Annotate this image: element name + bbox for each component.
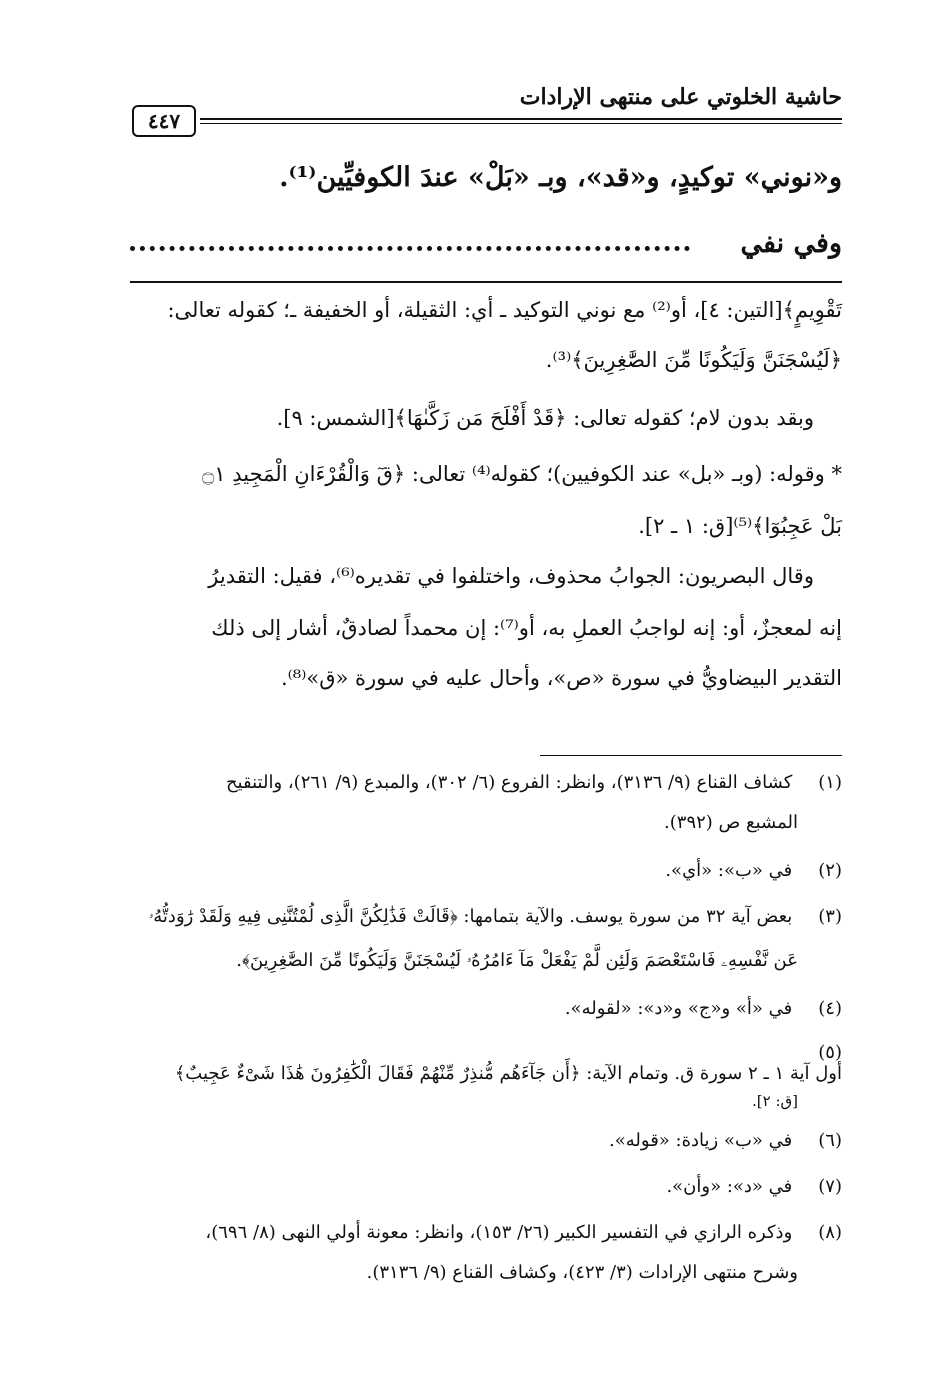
footnote-number: (٣) <box>818 906 842 927</box>
commentary-line: وبقد بدون لام؛ كقوله تعالى: ﴿قَدْ أَفْلَحَ مَن زَكَّىٰهَا﴾[الشمس: ٩]. <box>276 406 814 430</box>
footnote-number: (٢) <box>818 860 842 881</box>
footnote-number: (٦) <box>818 1130 842 1151</box>
footnote-number: (٤) <box>818 998 842 1019</box>
footnote <box>130 1042 842 1110</box>
footnote-text: [ق: ٢]. <box>752 1092 798 1110</box>
commentary <box>130 0 842 760</box>
footnote-separator <box>540 755 842 756</box>
commentary-line: إنه لمعجزٌ، أو: إنه لواجبُ العملِ به، أو⁽⁷⁾: إن محمداً لصادقٌ، أشار إلى ذلك <box>211 616 842 640</box>
footnote <box>130 906 842 971</box>
footnote-text: المشبع ص (٣٩٢). <box>664 812 798 833</box>
footnote-text: بعض آية ٣٢ من سورة يوسف. والآية بتمامها: ﴿قَالَتْ فَذَٰلِكُنَّ الَّذِى لُمْتُنَّنِى فِيهِ وَلَقَدْ رَٰوَدتُّهُۥ <box>148 906 793 927</box>
footnote <box>130 1176 842 1197</box>
footnote-text: في «ب» زيادة: «قوله». <box>609 1130 793 1151</box>
footnote <box>130 1130 842 1151</box>
footnote <box>130 860 842 881</box>
footnote-text: في «د»: «وأن». <box>666 1176 793 1197</box>
commentary-line: * وقوله: (وبـ «بل» عند الكوفيين)؛ كقوله⁽⁴⁾ تعالى: ﴿قٓ وَالْقُرْءَانِ الْمَجِيدِ ۝١ <box>201 462 842 486</box>
footnote-text: كشاف القناع (٩/ ٣١٣٦)، وانظر: الفروع (٦/ ٣٠٢)، والمبدع (٩/ ٢٦١)، والتنقيح <box>225 772 793 793</box>
footnote-text: وشرح منتهى الإرادات (٣/ ٤٢٣)، وكشاف القناع (٩/ ٣١٣٦). <box>366 1262 798 1283</box>
footnote-text: في «ب»: «أي». <box>665 860 793 881</box>
commentary-line: بَلْ عَجِبُوٓا﴾⁽⁵⁾[ق: ١ ـ ٢]. <box>638 514 842 538</box>
matn-line: وفي نفي <box>740 228 842 259</box>
page-number: ٤٤٧ <box>132 105 196 137</box>
footnote-number: (٥) <box>818 1042 842 1063</box>
commentary-line: ﴿لَيُسْجَنَنَّ وَلَيَكُونًا مِّنَ الصَّٰغِرِينَ﴾⁽³⁾. <box>545 348 842 372</box>
footnote-text: في «أ» و«ج» و«د»: «لقوله». <box>564 998 793 1019</box>
footnote-number: (٧) <box>818 1176 842 1197</box>
footnote-number: (٨) <box>818 1222 842 1243</box>
commentary-line: وقال البصريون: الجوابُ محذوف، واختلفوا في تقديره⁽⁶⁾، فقيل: التقديرُ <box>208 564 814 588</box>
footnote-text: وذكره الرازي في التفسير الكبير (٢٦/ ١٥٣)، وانظر: معونة أولي النهى (٨/ ٦٩٦)، <box>205 1222 793 1243</box>
commentary-line: تَقْوِيمٍ﴾[التين: ٤]، أو⁽²⁾ مع نوني التوكيد ـ أي: الثقيلة، أو الخفيفة ـ؛ كقوله تعالى: <box>167 298 842 322</box>
matn-line: و«نوني» توكيدٍ، و«قد»، وبـ «بَلْ» عندَ الكوفيِّين⁽¹⁾. <box>279 162 842 193</box>
footnote-text: أول آية ١ ـ ٢ سورة ق. وتمام الآية: ﴿أَن جَآءَهُم مُّنذِرٌ مِّنْهُمْ فَقَالَ الْكَٰفِرُونَ هَٰذَا شَىْءٌ عَجِيبٌ﴾ <box>174 1063 842 1084</box>
commentary-line: التقدير البيضاويُّ في سورة «ص»، وأحال عليه في سورة «ق»⁽⁸⁾. <box>280 666 842 690</box>
footnote <box>130 1222 842 1283</box>
footnote-number: (١) <box>818 772 842 793</box>
footnote <box>130 772 842 833</box>
footnote <box>130 998 842 1019</box>
running-title: حاشية الخلوتي على منتهى الإرادات <box>519 84 842 110</box>
footnote-text: عَن نَّفْسِهِۦ فَاسْتَعْصَمَ وَلَئِن لَّمْ يَفْعَلْ مَآ ءَامُرُهُۥ لَيُسْجَنَنَّ وَلَيَكُونًا مِّنَ الصَّٰغِرِينَ﴾. <box>236 950 798 971</box>
